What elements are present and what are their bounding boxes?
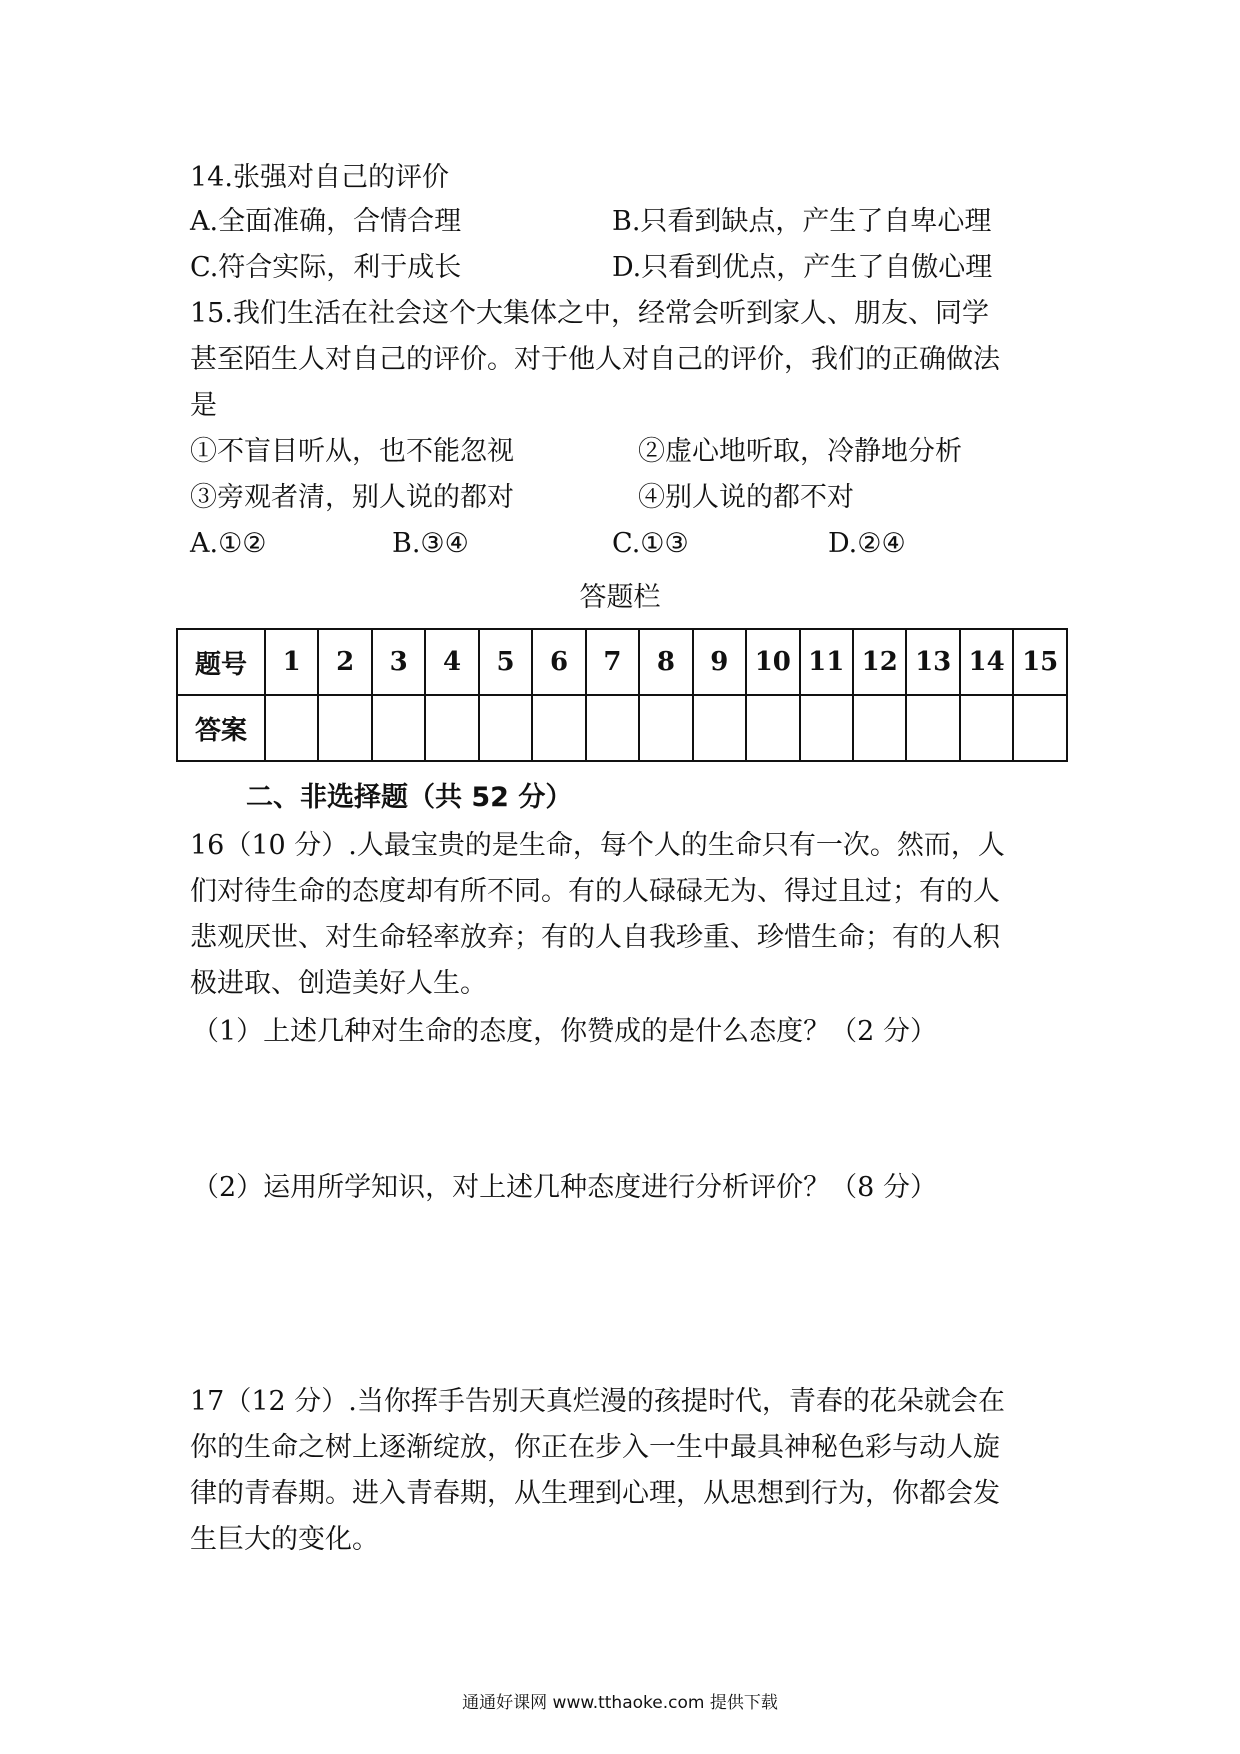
- q16-paragraph-line: 悲观厌世、对生命轻率放弃；有的人自我珍重、珍惜生命；有的人积: [190, 922, 1000, 953]
- answer-cell[interactable]: [318, 695, 371, 761]
- q14-stem: 14.张强对自己的评价: [190, 162, 449, 193]
- q17-paragraph-line: 17（12 分）.当你挥手告别天真烂漫的孩提时代，青春的花朵就会在: [190, 1386, 1005, 1417]
- answer-cell[interactable]: [532, 695, 585, 761]
- question-number-cell: 9: [693, 629, 746, 695]
- answer-cell[interactable]: [479, 695, 532, 761]
- question-number-cell: 5: [479, 629, 532, 695]
- q14-option-a: A.全面准确，合情合理: [190, 206, 462, 237]
- answer-cell[interactable]: [586, 695, 639, 761]
- q15-statement-4: ④别人说的都不对: [638, 482, 854, 513]
- q15-stem-line: 是: [190, 390, 217, 421]
- answer-cell[interactable]: [425, 695, 478, 761]
- q14-option-c: C.符合实际，利于成长: [190, 252, 462, 283]
- question-number-cell: 3: [372, 629, 425, 695]
- q15-option-c: C.①③: [612, 528, 689, 559]
- answer-cell[interactable]: [800, 695, 853, 761]
- answer-cell[interactable]: [960, 695, 1013, 761]
- answer-header: 答案: [177, 695, 265, 761]
- q14-option-b: B.只看到缺点，产生了自卑心理: [612, 206, 992, 237]
- answer-cell[interactable]: [1013, 695, 1067, 761]
- q15-option-b: B.③④: [392, 528, 469, 559]
- answer-cell[interactable]: [639, 695, 692, 761]
- q17-paragraph-line: 你的生命之树上逐渐绽放，你正在步入一生中最具神秘色彩与动人旋: [190, 1432, 1000, 1463]
- question-number-cell: 14: [960, 629, 1013, 695]
- q16-paragraph-line: 16（10 分）.人最宝贵的是生命，每个人的生命只有一次。然而，人: [190, 830, 1005, 861]
- q15-stem-line: 甚至陌生人对自己的评价。对于他人对自己的评价，我们的正确做法: [190, 344, 1000, 375]
- page-footer: 通通好课网 www.tthaoke.com 提供下载: [462, 1693, 778, 1713]
- answer-cell[interactable]: [693, 695, 746, 761]
- question-number-cell: 11: [800, 629, 853, 695]
- q17-paragraph-line: 律的青春期。进入青春期，从生理到心理，从思想到行为，你都会发: [190, 1478, 1000, 1509]
- answer-cell[interactable]: [372, 695, 425, 761]
- q15-stem-line: 15.我们生活在社会这个大集体之中，经常会听到家人、朋友、同学: [190, 298, 989, 329]
- q16-paragraph-line: 们对待生命的态度却有所不同。有的人碌碌无为、得过且过；有的人: [190, 876, 1000, 907]
- q16-paragraph-line: 极进取、创造美好人生。: [190, 968, 487, 999]
- question-number-cell: 2: [318, 629, 371, 695]
- question-number-cell: 12: [853, 629, 906, 695]
- q16-subquestion-2: （2）运用所学知识，对上述几种态度进行分析评价？（8 分）: [192, 1172, 937, 1203]
- answer-table: [176, 628, 1068, 762]
- question-number-cell: 15: [1013, 629, 1067, 695]
- answer-cell[interactable]: [906, 695, 959, 761]
- question-number-cell: 8: [639, 629, 692, 695]
- answer-cell[interactable]: [746, 695, 799, 761]
- answer-table-caption: 答题栏: [579, 582, 661, 613]
- question-number-header: 题号: [177, 629, 265, 695]
- q17-paragraph-line: 生巨大的变化。: [190, 1524, 379, 1555]
- question-number-cell: 10: [746, 629, 799, 695]
- answer-cell[interactable]: [853, 695, 906, 761]
- q15-statement-3: ③旁观者清，别人说的都对: [190, 482, 514, 513]
- q15-statement-1: ①不盲目听从，也不能忽视: [190, 436, 514, 467]
- question-number-cell: 1: [265, 629, 318, 695]
- answer-table-answer-row: [177, 695, 1067, 761]
- question-number-cell: 6: [532, 629, 585, 695]
- q15-statement-2: ②虚心地听取，冷静地分析: [638, 436, 962, 467]
- answer-table-number-row: [177, 629, 1067, 695]
- question-number-cell: 4: [425, 629, 478, 695]
- section-2-title: 二、非选择题（共 52 分）: [246, 782, 573, 813]
- q15-option-d: D.②④: [828, 528, 906, 559]
- answer-cell[interactable]: [265, 695, 318, 761]
- question-number-cell: 13: [906, 629, 959, 695]
- q16-subquestion-1: （1）上述几种对生命的态度，你赞成的是什么态度？（2 分）: [192, 1016, 937, 1047]
- question-number-cell: 7: [586, 629, 639, 695]
- q15-option-a: A.①②: [190, 528, 267, 559]
- q14-option-d: D.只看到优点，产生了自傲心理: [612, 252, 993, 283]
